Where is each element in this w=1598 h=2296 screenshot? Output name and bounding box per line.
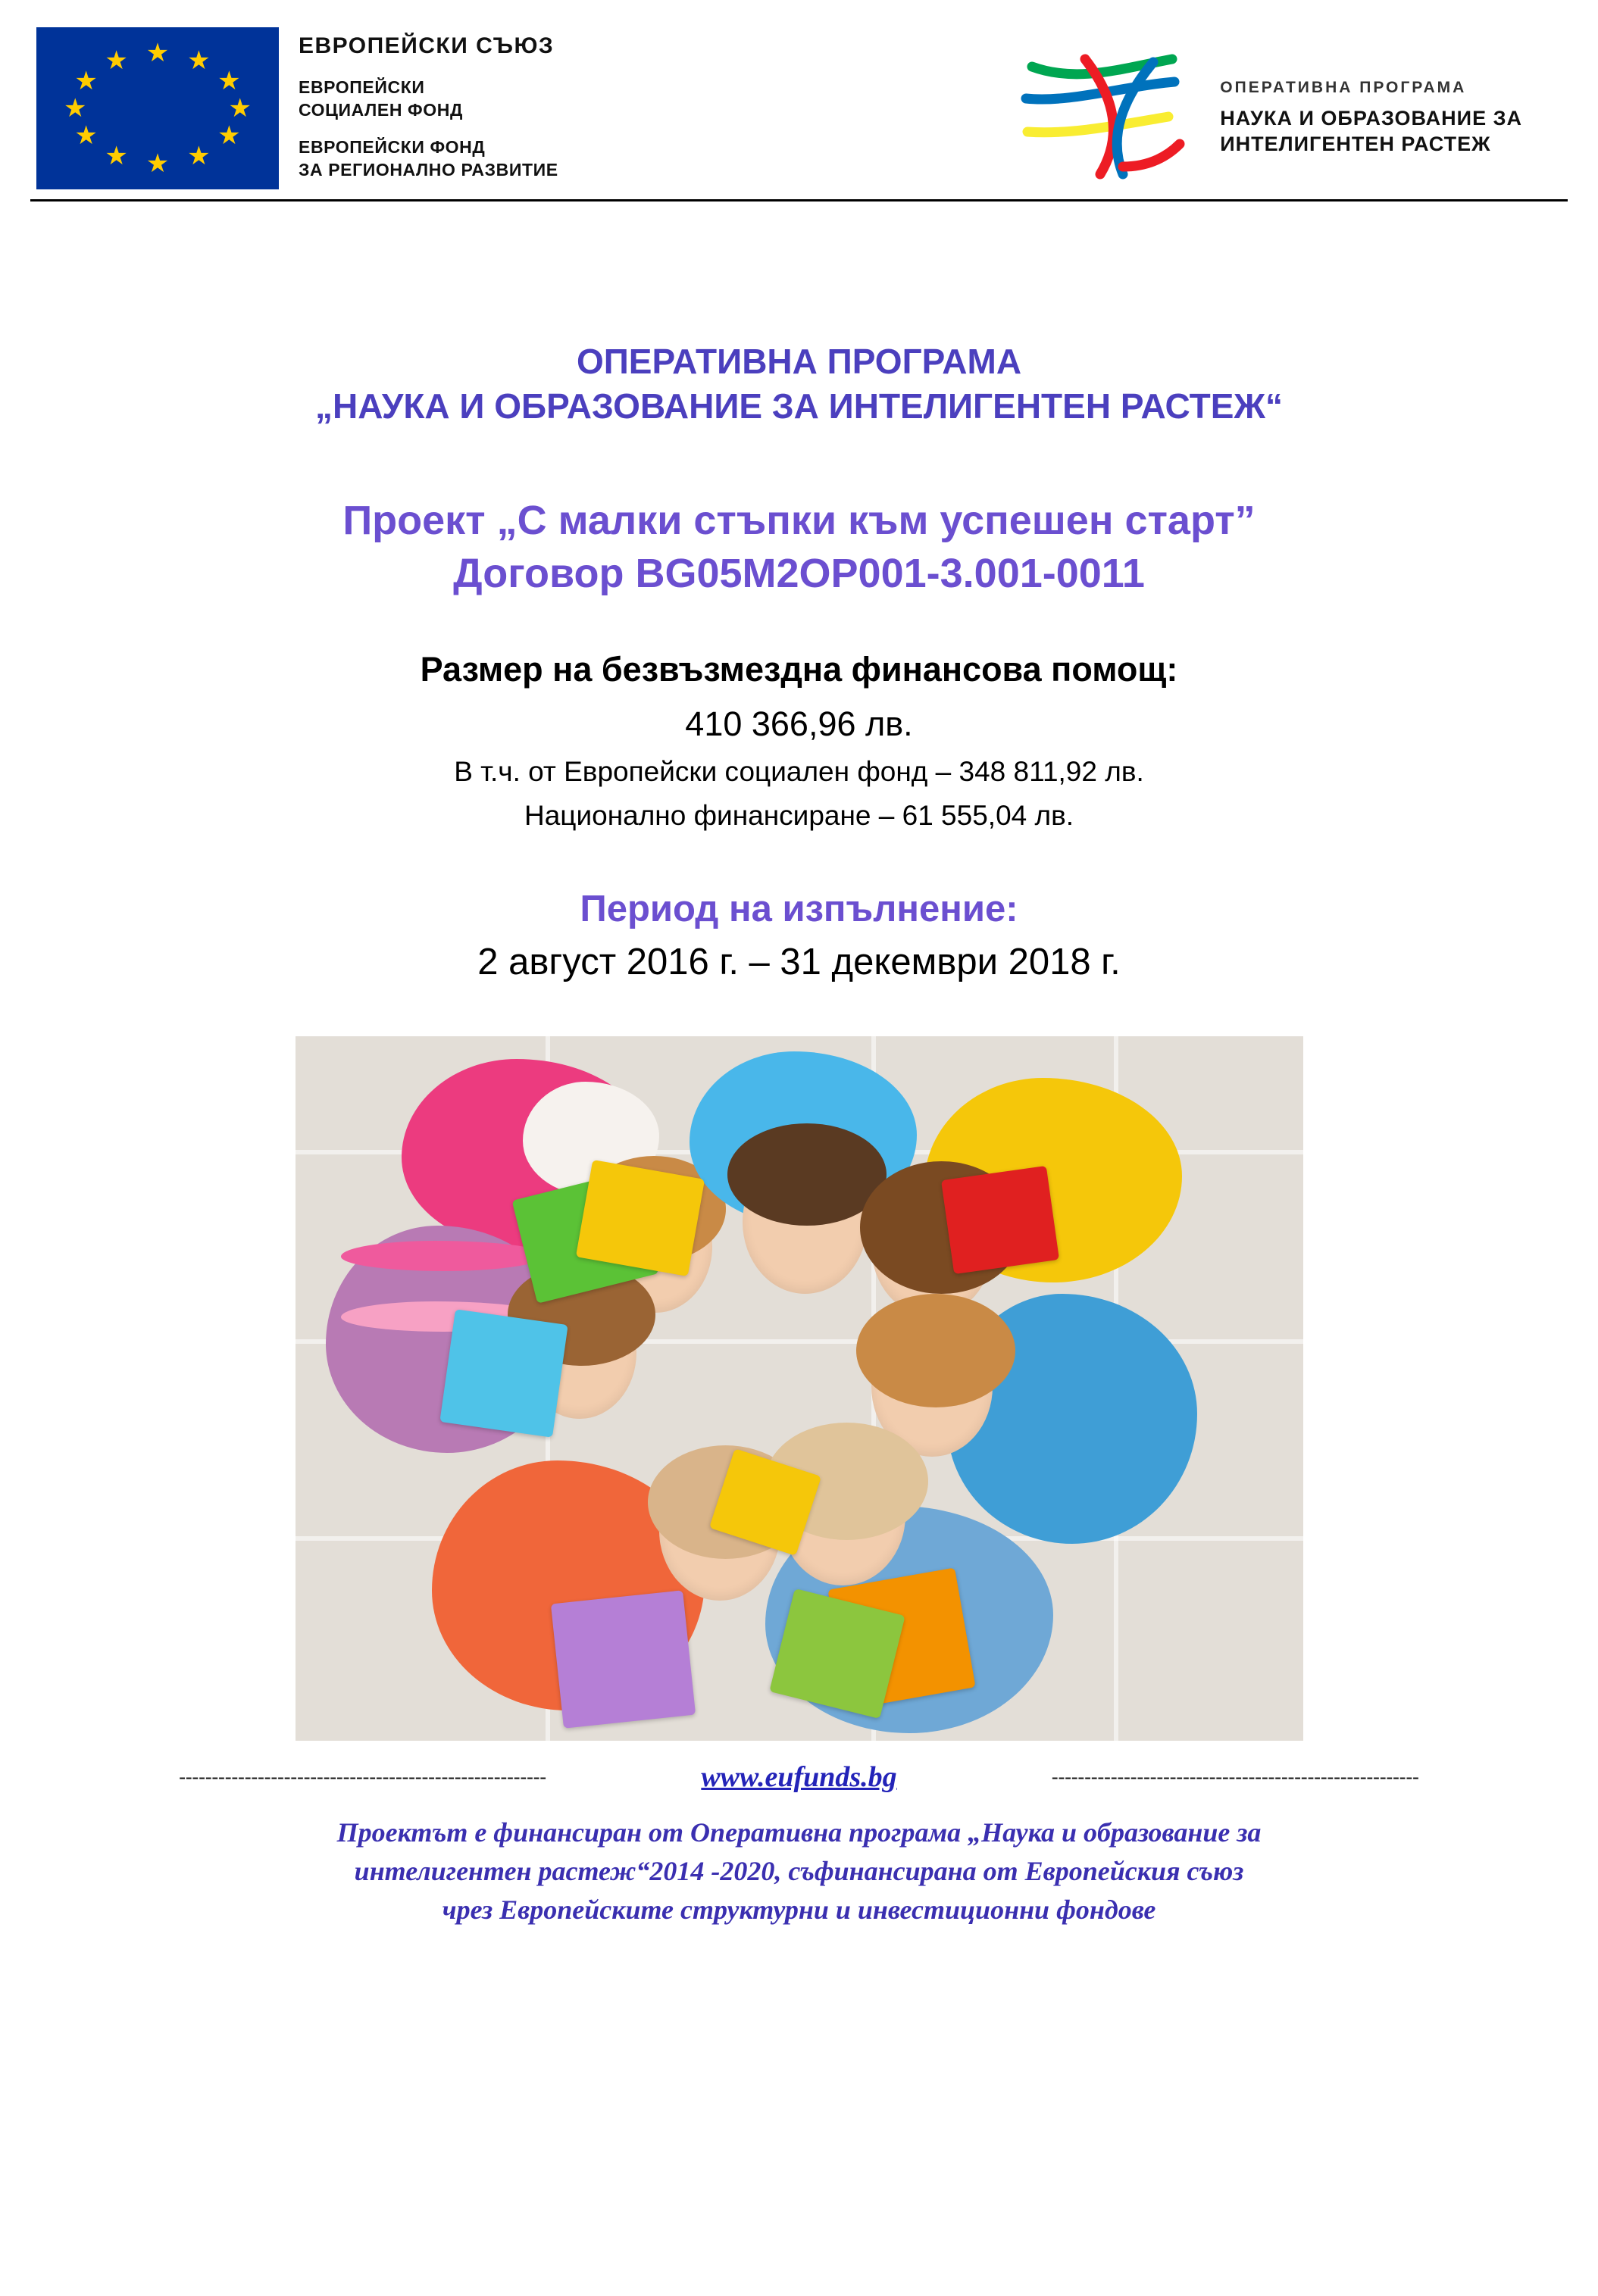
project-name: Проект „С малки стъпки към успешен старт”: [342, 497, 1256, 543]
eu-regional-fund-label: [299, 136, 558, 182]
op-logo-block: [1009, 27, 1553, 182]
footer-dashes-left: --------------------------------------------------------: [179, 1766, 547, 1788]
footer-dashes-right: --------------------------------------------------------: [1051, 1766, 1419, 1788]
project-heading: [45, 494, 1553, 600]
children-lying-in-circle-with-books-photo: [296, 1036, 1303, 1741]
grant-esf-share: В т.ч. от Европейски социален фонд – 348 811,92 лв.: [454, 756, 1144, 788]
document-body: [0, 339, 1598, 1741]
eu-regional-fund-line2: ЗА РЕГИОНАЛНО РАЗВИТИЕ: [299, 160, 558, 180]
program-heading: [45, 339, 1553, 429]
grant-amount-label: Размер на безвъзмездна финансова помощ:: [420, 650, 1178, 689]
op-program-name-line1: НАУКА И ОБРАЗОВАНИЕ ЗА: [1220, 106, 1522, 130]
eu-flag-icon: ★ ★ ★ ★ ★ ★ ★ ★ ★ ★ ★ ★: [36, 27, 279, 189]
project-contract-number: Договор BG05M2OP001-3.001-0011: [453, 550, 1145, 596]
eu-text-block: [299, 27, 558, 195]
eu-social-fund-line2: СОЦИАЛЕН ФОНД: [299, 100, 463, 120]
eufunds-website-link[interactable]: www.eufunds.bg: [701, 1761, 897, 1794]
footer-disclaimer: [35, 1813, 1563, 1929]
footer-disclaimer-line3: чрез Европейските структурни и инвестиционни фондове: [442, 1895, 1156, 1926]
eu-regional-fund-line1: ЕВРОПЕЙСКИ ФОНД: [299, 136, 486, 157]
program-heading-line1: ОПЕРАТИВНА ПРОГРАМА: [576, 342, 1022, 381]
document-header: [0, 0, 1598, 220]
photo-container: [45, 1036, 1553, 1741]
grant-national-share: Национално финансиране – 61 555,04 лв.: [524, 800, 1074, 832]
op-program-name-line2: ИНТЕЛИГЕНТЕН РАСТЕЖ: [1220, 133, 1491, 156]
footer-disclaimer-line2: интелигентен растеж“2014 -2020, съфинансирана от Европейския съюз: [354, 1856, 1244, 1887]
eu-union-title: ЕВРОПЕЙСКИ СЪЮЗ: [299, 33, 555, 58]
grant-amount-value: 410 366,96 лв.: [685, 704, 913, 744]
header-inner: [0, 0, 1598, 195]
eu-social-fund-line1: ЕВРОПЕЙСКИ: [299, 77, 425, 97]
program-heading-line2: „НАУКА И ОБРАЗОВАНИЕ ЗА ИНТЕЛИГЕНТЕН РАСТЕЖ“: [315, 386, 1283, 426]
op-text-block: [1220, 77, 1522, 157]
footer-disclaimer-line1: Проектът е финансиран от Оперативна програма „Наука и образование за: [336, 1817, 1262, 1848]
eu-social-fund-label: [299, 76, 558, 122]
op-program-label: ОПЕРАТИВНА ПРОГРАМА: [1220, 79, 1467, 97]
header-divider: [30, 199, 1568, 201]
footer-link-row: [35, 1760, 1563, 1794]
eu-emblem-block: [36, 27, 558, 195]
document-footer: [0, 1760, 1598, 1948]
period-label: Период на изпълнение:: [580, 889, 1018, 930]
op-science-education-logo-icon: [1009, 53, 1199, 182]
period-value: 2 август 2016 г. – 31 декември 2018 г.: [477, 942, 1121, 983]
